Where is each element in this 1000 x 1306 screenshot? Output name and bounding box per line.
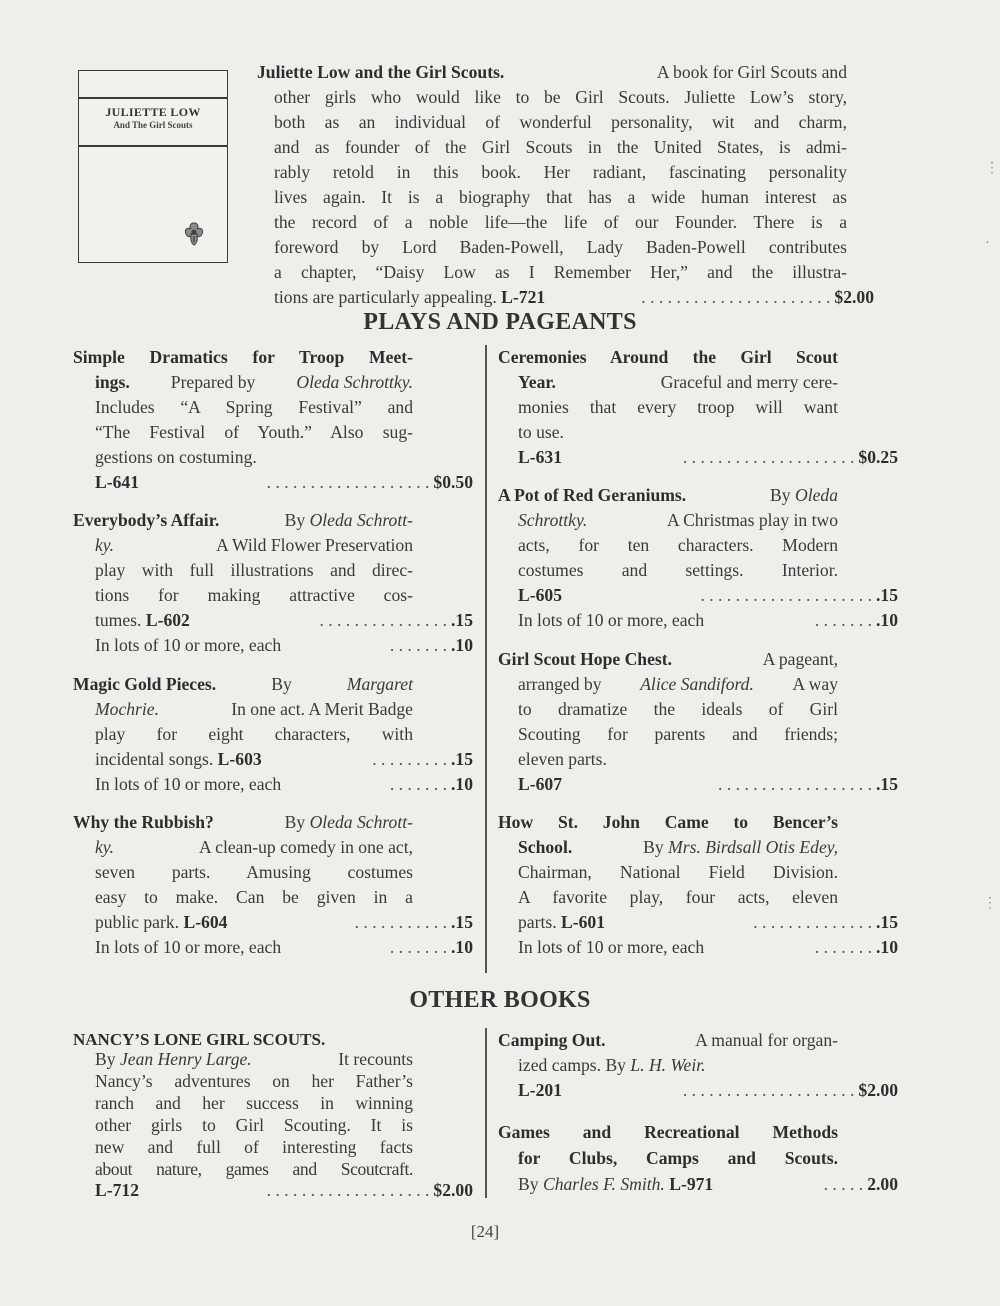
trefoil-icon (183, 221, 205, 247)
item-code: L-603 (217, 749, 262, 769)
entry-text: By (770, 485, 791, 505)
leader-dots: . . . . . . . . . . . . . . . . . . . (266, 1180, 430, 1200)
entry-text: eleven parts. (518, 749, 607, 769)
cover-band (79, 97, 227, 147)
featured-line: and as founder of the Girl Scouts in the United States, is admi- (274, 137, 847, 157)
entry-text: monies that every troop will want (518, 397, 838, 417)
leader-dots: . . . . . . . . . (372, 749, 447, 769)
leader-dots: . . . . . . . (389, 635, 447, 655)
scan-speck: ⋮ (983, 896, 997, 911)
entry-author: L. H. Weir. (630, 1055, 706, 1075)
entry-text: seven parts. Amusing costumes (95, 862, 413, 882)
entry-text: “The Festival of Youth.” Also sug- (95, 422, 413, 442)
item-price: $0.50 (433, 472, 473, 492)
entry-text: By (271, 674, 292, 694)
entry-text: arranged by (518, 674, 602, 694)
entry-author: Mochrie. (95, 699, 160, 719)
entry-text: By (284, 510, 306, 530)
entry-text: Scouting for parents and friends; (518, 724, 838, 744)
leader-dots: . . . . . . . . . . . . . . . . . . . . (682, 447, 855, 467)
leader-dots: . . . . . . . . . . . . . . . . . . . . (700, 585, 872, 605)
entry-text: Prepared by (170, 372, 256, 392)
entry-title: School. (518, 837, 573, 857)
section-heading-other-books: OTHER BOOKS (409, 987, 591, 1013)
item-price: .15 (451, 610, 473, 630)
item-price: .15 (451, 912, 473, 932)
entry-text: play for eight characters, with (95, 724, 413, 744)
entry-title: ings. (95, 372, 130, 392)
entry-text: parts. (518, 912, 557, 932)
leader-dots: . . . . . . . . . . . . . . (753, 912, 872, 932)
item-price: $2.00 (834, 287, 874, 307)
lots-price: .10 (451, 635, 473, 655)
entry-title: Games and Recreational Methods (498, 1122, 838, 1142)
page-number: [24] (470, 1222, 500, 1241)
lots-price: .10 (876, 610, 898, 630)
entry-text: A manual for organ- (695, 1030, 838, 1050)
entry-text: about nature, games and Scoutcraft. (95, 1159, 413, 1179)
entry-text: By (643, 837, 664, 857)
entry-text: A pageant, (762, 649, 838, 669)
featured-line: lives again. It is a biography that has a wide human interest as (274, 187, 847, 207)
lots-text: In lots of 10 or more, each (518, 937, 705, 957)
lots-price: .10 (451, 937, 473, 957)
featured-line: foreword by Lord Baden-Powell, Lady Baden-Powell contributes (274, 237, 847, 257)
leader-dots: . . . . . . . . . . . . . . . (319, 610, 447, 630)
item-price: .15 (451, 749, 473, 769)
featured-line: other girls who would like to be Girl Scouts. Juliette Low’s story, (274, 87, 847, 107)
leader-dots: . . . . . . . . . . . (354, 912, 447, 932)
entry-text: costumes and settings. Interior. (518, 560, 838, 580)
entry-text: By (95, 1049, 116, 1069)
entry-author: Oleda Schrott- (309, 510, 413, 530)
item-price: $2.00 (433, 1180, 473, 1200)
entry-author: Charles F. Smith. (542, 1174, 665, 1194)
entry-text: A Christmas play in two (666, 510, 838, 530)
entry-text: Chairman, National Field Division. (518, 862, 838, 882)
item-price: $0.25 (858, 447, 898, 467)
column-divider (485, 345, 487, 973)
featured-line: a chapter, “Daisy Low as I Remember Her,” and the illustra- (274, 262, 847, 282)
entry-title: Why the Rubbish? (73, 812, 214, 832)
entry-author: Mrs. Birdsall Otis Edey, (668, 837, 838, 857)
entry-text: easy to make. Can be given in a (95, 887, 413, 907)
item-code: L-602 (145, 610, 190, 630)
lots-price: .10 (451, 774, 473, 794)
entry-text: tions for making attractive cos- (95, 585, 413, 605)
entry-text: It recounts (338, 1049, 413, 1069)
entry-text: tumes. (95, 610, 142, 630)
item-code: L-971 (669, 1174, 714, 1194)
column-divider (485, 1028, 487, 1198)
item-code: L-604 (183, 912, 228, 932)
item-price: 2.00 (867, 1174, 898, 1194)
leader-dots: . . . . . . . . . . . . . . . . . . (718, 774, 872, 794)
item-code: L-631 (518, 447, 562, 467)
featured-line: both as an individual of wonderful personality, wit and charm, (274, 112, 847, 132)
featured-line: tions are particularly appealing. (274, 287, 497, 307)
featured-line: the record of a noble life—the life of our Founder. There is a (274, 212, 847, 232)
item-price: .15 (876, 585, 898, 605)
entry-text: other girls to Girl Scouting. It is (95, 1115, 413, 1135)
entry-text: to use. (518, 422, 564, 442)
item-price: .15 (876, 912, 898, 932)
entry-title: Everybody’s Affair. (73, 510, 220, 530)
entry-title: NANCY’S LONE GIRL SCOUTS. (73, 1030, 326, 1049)
item-price: .15 (876, 774, 898, 794)
entry-author: Oleda Schrottky. (296, 372, 413, 392)
entry-text: acts, for ten characters. Modern (518, 535, 838, 555)
lots-text: In lots of 10 or more, each (95, 635, 282, 655)
leader-dots: . . . . . . . (389, 937, 447, 957)
entry-title: Camping Out. (498, 1030, 606, 1050)
cover-subtitle: And The Girl Scouts (113, 120, 193, 130)
entry-title: Magic Gold Pieces. (73, 674, 217, 694)
item-price: $2.00 (858, 1080, 898, 1100)
item-code: L-605 (518, 585, 562, 605)
item-code: L-712 (95, 1180, 139, 1200)
entry-text: Includes “A Spring Festival” and (95, 397, 413, 417)
leader-dots: . . . . . . . (814, 937, 872, 957)
entry-author: Alice Sandiford. (640, 674, 754, 694)
cover-title: JULIETTE LOW (105, 105, 201, 119)
entry-title: Year. (518, 372, 556, 392)
entry-text: In one act. A Merit Badge (231, 699, 413, 719)
lots-text: In lots of 10 or more, each (95, 774, 282, 794)
entry-author: Jean Henry Large. (119, 1049, 252, 1069)
item-code: L-201 (518, 1080, 562, 1100)
book-cover (78, 70, 228, 263)
lots-text: In lots of 10 or more, each (95, 937, 282, 957)
featured-line: A book for Girl Scouts and (656, 62, 847, 82)
leader-dots: . . . . . . . (814, 610, 872, 630)
entry-text: ized camps. By (518, 1055, 626, 1075)
scan-speck: ⋮ (985, 161, 999, 176)
entry-text: By (518, 1174, 539, 1194)
entry-title: for Clubs, Camps and Scouts. (518, 1148, 838, 1168)
entry-text: incidental songs. (95, 749, 214, 769)
entry-text: to dramatize the ideals of Girl (518, 699, 838, 719)
entry-author: Schrottky. (518, 510, 588, 530)
item-code: L-721 (501, 287, 546, 307)
entry-author: Margaret (346, 674, 413, 694)
scan-speck: ⋅ (985, 236, 990, 251)
entry-title: Girl Scout Hope Chest. (498, 649, 672, 669)
entry-author: ky. (95, 535, 115, 555)
entry-text: public park. (95, 912, 180, 932)
item-code: L-607 (518, 774, 562, 794)
entry-text: A Wild Flower Preservation (216, 535, 413, 555)
section-heading-plays: PLAYS AND PAGEANTS (363, 309, 637, 335)
entry-title: Simple Dramatics for Troop Meet- (73, 347, 413, 367)
leader-dots: . . . . . . . (389, 774, 447, 794)
lots-text: In lots of 10 or more, each (518, 610, 705, 630)
entry-title: How St. John Came to Bencer’s (498, 812, 838, 832)
item-code: L-601 (561, 912, 605, 932)
entry-title: A Pot of Red Geraniums. (498, 485, 687, 505)
entry-text: A way (792, 674, 838, 694)
featured-line: rably retold in this book. Her radiant, fascinating personality (274, 162, 847, 182)
entry-text: Nancy’s adventures on her Father’s (95, 1071, 413, 1091)
entry-text: ranch and her success in winning (95, 1093, 413, 1113)
entry-text: A clean-up comedy in one act, (199, 837, 413, 857)
leader-dots: . . . . . . . . . . . . . . . . . . . . . . (641, 287, 831, 307)
entry-author: Oleda Schrott- (309, 812, 413, 832)
featured-title: Juliette Low and the Girl Scouts. (257, 62, 505, 82)
entry-author: ky. (95, 837, 115, 857)
entry-text: Graceful and merry cere- (660, 372, 838, 392)
entry-text: new and full of interesting facts (95, 1137, 413, 1157)
entry-text: By (284, 812, 306, 832)
lots-price: .10 (876, 937, 898, 957)
leader-dots: . . . . . (823, 1174, 864, 1194)
entry-author: Oleda (795, 485, 838, 505)
entry-text: gestions on costuming. (95, 447, 257, 467)
entry-text: play with full illustrations and direc- (95, 560, 413, 580)
entry-title: Ceremonies Around the Girl Scout (498, 347, 838, 367)
entry-text: A favorite play, four acts, eleven (518, 887, 838, 907)
leader-dots: . . . . . . . . . . . . . . . . . . . (266, 472, 430, 492)
item-code: L-641 (95, 472, 139, 492)
leader-dots: . . . . . . . . . . . . . . . . . . . . (682, 1080, 855, 1100)
